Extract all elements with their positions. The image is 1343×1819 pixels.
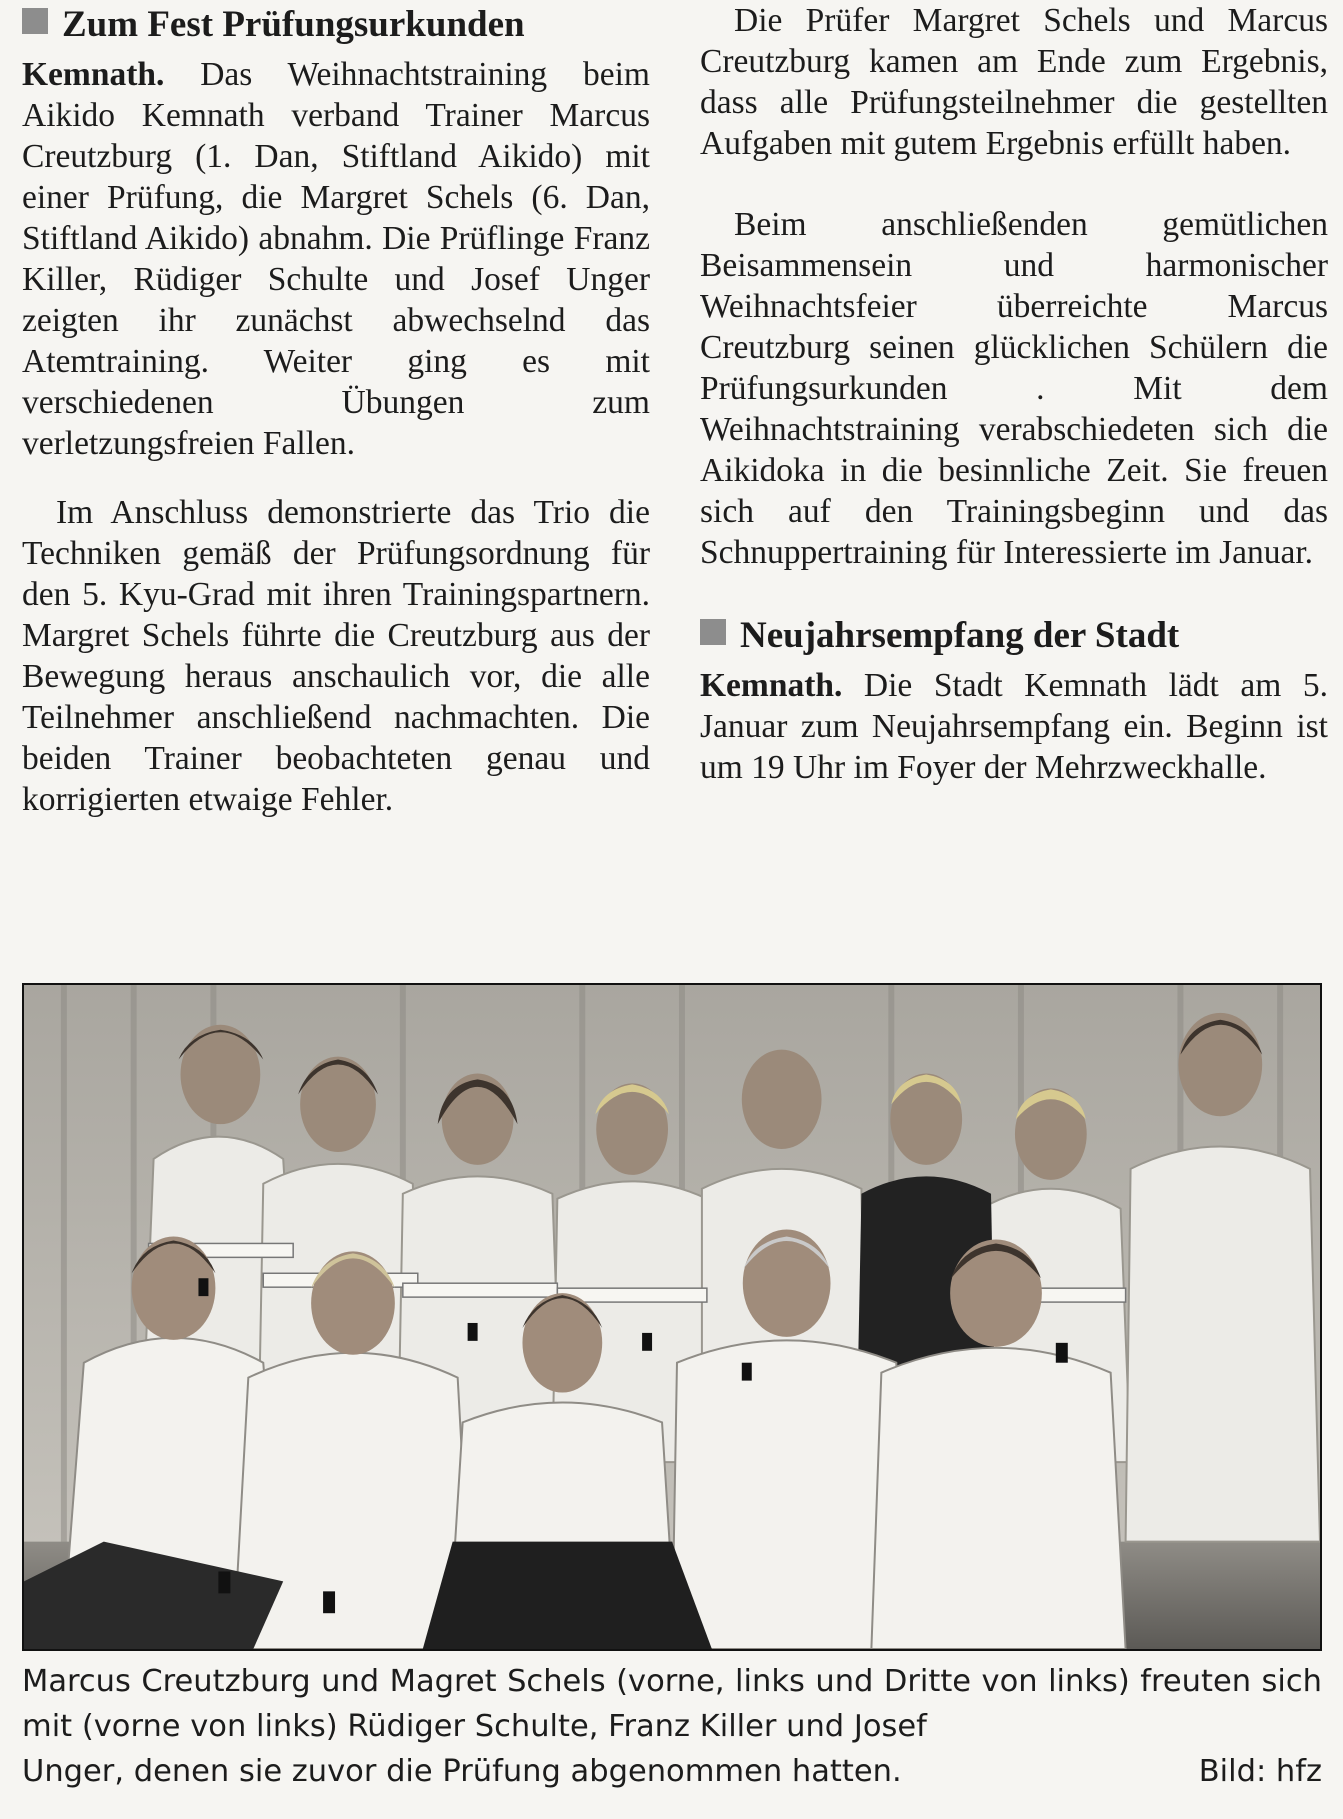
headline-bullet-icon (700, 619, 726, 645)
dateline: Kemnath. (22, 56, 165, 93)
dateline: Kemnath. (700, 667, 843, 704)
headline-text: Neujahrsempfang der Stadt (740, 615, 1180, 656)
article-paragraph-1 (22, 54, 650, 464)
caption-last-line (22, 1749, 1322, 1794)
article-headline (22, 2, 650, 48)
photo-caption (22, 1659, 1322, 1794)
headline-bullet-icon (22, 8, 48, 34)
article-paragraph-2: Im Anschluss demonstrierte das Trio die Techniken gemäß der Prüfungsordnung für den 5. Kyu-Grad mit ihren Trainingspartnern. Margret Schels führte die Creutzburg aus der Bewegung heraus anschaulich vor, die alle Teilnehmer anschließend nachmachten. Die beiden Trainer beobachteten genau und korrigierten etwaige Fehler. (22, 494, 650, 818)
article-column-left (22, 0, 650, 848)
paragraph-text: Die Stadt Kemnath lädt am 5. Januar zum Neujahrsempfang ein. Beginn ist um 19 Uhr im Foyer der Mehrzweckhalle. (700, 667, 1328, 786)
photo-credit: Bild: hfz (1198, 1754, 1322, 1789)
paragraph-text: Das Weihnachtstraining beim Aikido Kemnath verband Trainer Marcus Creutzburg (1. Dan, Stiftland Aikido) mit einer Prüfung, die Margret Schels (6. Dan, Stiftland Aikido) abnahm. Die Prüflinge Franz Killer, Rüdiger Schulte und Josef Unger zeigten ihr zunächst abwechselnd das Atemtraining. Weiter ging es mit verschiedenen Übungen zum verletzungsfreien Fallen. (22, 56, 650, 462)
caption-text: Marcus Creutzburg und Magret Schels (vorne, links und Dritte von links) freuten sich mit (vorne von links) Rüdiger Schulte, Franz Killer und Josef (22, 1664, 1322, 1744)
article-paragraph-3: Die Prüfer Margret Schels und Marcus Creutzburg kamen am Ende zum Ergebnis, dass alle Prüfungsteilnehmer die gestellten Aufgaben mit gutem Ergebnis erfüllt haben. (700, 2, 1328, 162)
group-photo (22, 983, 1322, 1651)
headline-text: Zum Fest Prüfungsurkunden (62, 4, 525, 45)
group-photo-illustration (24, 985, 1320, 1649)
caption-text-end: Unger, denen sie zuvor die Prüfung abgenommen hatten. (22, 1754, 902, 1789)
article2-headline (700, 613, 1328, 659)
article-column-right (700, 0, 1328, 816)
article2-paragraph (700, 665, 1328, 788)
article-paragraph-4: Beim anschließenden gemütlichen Beisammensein und harmonischer Weihnachtsfeier überreichte Marcus Creutzburg seinen glücklichen Schülern die Prüfungsurkunden . Mit dem Weihnachtstraining verabschiedeten sich die Aikidoka in die besinnliche Zeit. Sie freuen sich auf den Trainingsbeginn und das Schnuppertraining für Interessierte im Januar. (700, 206, 1328, 571)
